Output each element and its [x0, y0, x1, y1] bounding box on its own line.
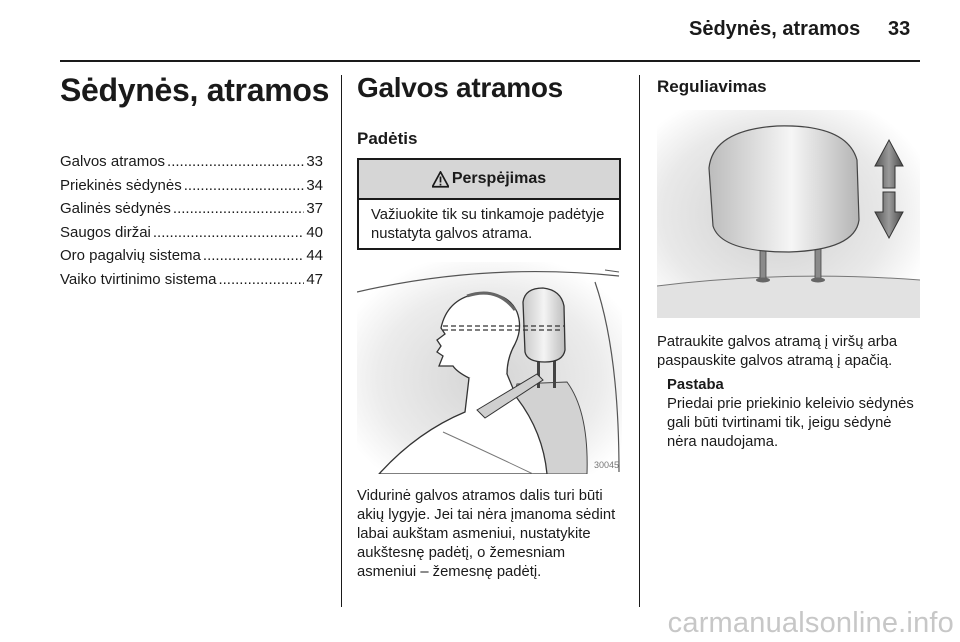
warning-title: Perspėjimas: [451, 170, 547, 187]
figure-number: 30045: [593, 460, 619, 470]
header-rule: [60, 60, 920, 62]
position-subtitle: Padėtis: [357, 129, 418, 148]
toc-leader: [167, 150, 304, 174]
toc-item-page: 33: [306, 153, 323, 170]
column-divider-1: [341, 75, 342, 607]
toc-item-label: Galinės sėdynės: [60, 200, 171, 218]
toc-item[interactable]: [60, 268, 323, 292]
head-restraint-position-illustration: [357, 262, 622, 474]
note: [667, 376, 925, 452]
warning-triangle-icon: [432, 171, 449, 188]
toc-leader: [203, 244, 304, 268]
adjustment-body-text: Patraukite galvos atramą į viršų arba paspauskite galvos atramą į apačią.: [657, 334, 898, 369]
toc-item-label: Oro pagalvių sistema: [60, 247, 201, 265]
toc-leader: [218, 268, 304, 292]
toc-item-page: 37: [306, 200, 323, 218]
head-restraint: [523, 288, 565, 362]
note-text: Priedai prie priekinio keleivio sėdynės gali būti tvirtinami tik, jeigu sėdynė nėra naudojama.: [667, 396, 914, 450]
chapter-toc: [60, 150, 323, 292]
toc-item-page: 47: [306, 270, 323, 288]
toc-item-page: 40: [306, 223, 323, 241]
toc-item-label: Saugos diržai: [60, 223, 151, 241]
note-title: Pastaba: [667, 377, 724, 393]
running-header-title: Sėdynės, atramos: [689, 18, 861, 40]
toc-leader: [184, 174, 305, 198]
warning-text: Važiuokite tik su tinkamoje padėtyje nustatyta galvos atrama.: [371, 207, 605, 242]
chapter-title: Sėdynės, atramos: [60, 72, 330, 108]
section-title: Galvos atramos: [357, 72, 563, 103]
head-restraint-adjustment-illustration: [657, 110, 920, 318]
toc-item[interactable]: [60, 221, 323, 245]
page-number: 33: [888, 18, 911, 40]
toc-item-label: Vaiko tvirtinimo sistema: [60, 270, 217, 288]
toc-leader: [173, 197, 304, 221]
toc-item[interactable]: [60, 197, 323, 221]
watermark: carmanualsonline.info: [667, 607, 954, 639]
column-divider-2: [639, 75, 640, 607]
toc-leader: [153, 221, 304, 245]
toc-item-label: Galvos atramos: [60, 153, 166, 170]
head-restraint: [709, 126, 859, 252]
warning-header: [359, 160, 619, 200]
toc-item[interactable]: [60, 150, 323, 174]
toc-item-page: 44: [306, 247, 323, 265]
warning-box: [357, 158, 621, 250]
toc-item-page: 34: [306, 176, 323, 194]
toc-item-label: Priekinės sėdynės: [60, 176, 182, 194]
adjustment-subtitle: Reguliavimas: [657, 77, 767, 96]
toc-item[interactable]: [60, 244, 323, 268]
position-body-text: Vidurinė galvos atramos dalis turi būti akių lygyje. Jei tai nėra įmanoma sėdint labai aukštam asmeniui, nustatykite aukštesnę padėtį, o žemesniam asmeniui – žemesnę padėtį.: [357, 488, 616, 580]
toc-item[interactable]: [60, 174, 323, 198]
